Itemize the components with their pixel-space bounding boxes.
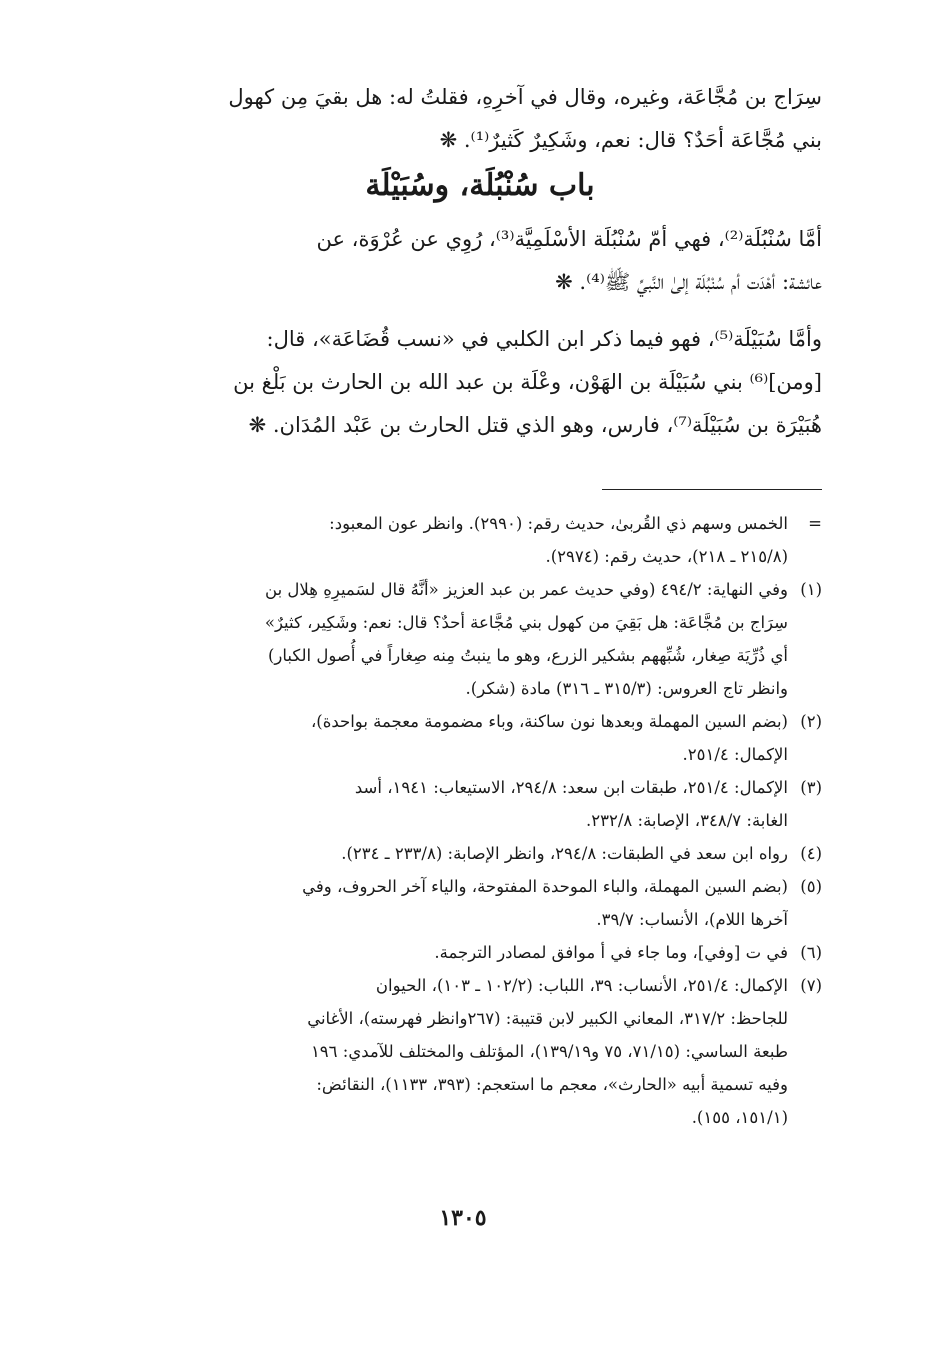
footnote-line: الإكمال: ٢٥١/٤. xyxy=(682,745,788,764)
footnote-number: (٥) xyxy=(800,877,822,896)
footnote-line: (بضم السين المهملة وبعدها نون ساكنة، وباء مضمومة معجمة بواحدة)، xyxy=(310,712,788,731)
footnote-number: (٣) xyxy=(800,778,822,797)
footnote-line: الخمس وسهم ذي القُربىٰ، حديث رقم: (٢٩٩٠). وانظر عون المعبود: xyxy=(329,514,788,533)
main-text xyxy=(138,76,822,447)
text-line: عائشة: أهْدَت أم سُنْبُلَة إلىٰ النَّبيِّ ﷺ⁽⁴⁾. ❋ xyxy=(555,270,822,294)
footnote-line: وفي النهاية: ٤٩٤/٢ (وفي حديث عمر بن عبد العزيز «أنَّهُ قال لسَميرِهِ هِلال بن xyxy=(265,580,788,599)
footnote-line: في ت [وفي]، وما جاء في أ موافق لمصادر الترجمة. xyxy=(434,943,788,962)
footnote-2 xyxy=(140,705,822,771)
footnote-continued xyxy=(140,507,822,573)
footnote-line: آخرها اللام)، الأنساب: ٣٩/٧. xyxy=(596,910,788,929)
paragraph-1 xyxy=(138,76,822,162)
footnote-number: (٧) xyxy=(800,976,822,995)
footnote-7 xyxy=(140,969,822,1134)
text-line: هُبَيْرَة بن سُبَيْلَة⁽⁷⁾، فارس، وهو الذي قتل الحارث بن عَبْد المُدَان. ❋ xyxy=(248,413,822,437)
footnote-line: الإكمال: ٢٥١/٤، طبقات ابن سعد: ٢٩٤/٨، الاستيعاب: ١٩٤١، أسد xyxy=(354,778,788,797)
paragraph-2 xyxy=(138,218,822,304)
footnote-line: وانظر تاج العروس: (٣١٥/٣ ـ ٣١٦) مادة (شكر). xyxy=(465,679,788,698)
text-line: بني مُجَّاعَة أحَدٌ؟ قال: نعم، وشَكِيرٌ كَثيرٌ⁽¹⁾. ❋ xyxy=(439,128,822,152)
text-line: أمَّا سُنْبُلَة⁽²⁾، فهي أمّ سُنْبُلَة الأسْلَمِيَّة⁽³⁾، رُوِي عن عُرْوَة، عن xyxy=(316,227,822,251)
page-number: ١٣٠٥ xyxy=(439,1205,487,1231)
footnote-line: أي ذُرِّيَة صِغار، شُبِّههم بشكير الزرع، وهو ما ينبتُ مِنه صِغاراً في أُصول الكبار) xyxy=(268,646,788,665)
footnote-line: طبعة الساسي: (٧١/١٥، ٧٥ و١٣٩/١٩)، المؤتلف والمختلف للآمدي: ١٩٦ xyxy=(310,1042,788,1061)
footnote-6 xyxy=(140,936,822,969)
footnote-5 xyxy=(140,870,822,936)
footnote-line: سِرَاج بن مُجَّاعَة: هل بَقِيَ من كهول بني مُجَّاعة أحدٌ؟ قال: نعم: وشَكِير، كثيرٌ» xyxy=(264,613,788,632)
footnote-number: (٢) xyxy=(800,712,822,731)
footnote-1 xyxy=(140,573,822,705)
footnotes xyxy=(140,507,822,1134)
footnote-line: (بضم السين المهملة، والباء الموحدة المفتوحة، والياء آخر الحروف، وفي xyxy=(302,877,788,896)
footnote-number: (٦) xyxy=(800,943,822,962)
footnote-line: (٢١٥/٨ ـ ٢١٨)، حديث رقم: (٢٩٧٤). xyxy=(545,547,788,566)
footnote-line: الإكمال: ٢٥١/٤، الأنساب: ٣٩، اللباب: (١٠٢/٢ ـ ١٠٣)، الحيوان xyxy=(375,976,788,995)
footnote-3 xyxy=(140,771,822,837)
paragraph-3 xyxy=(138,318,822,447)
footnote-number: (١) xyxy=(800,580,822,599)
footnote-line: رواه ابن سعد في الطبقات: ٢٩٤/٨، وانظر الإصابة: (٢٣٣/٨ ـ ٢٣٤). xyxy=(341,844,788,863)
text-line: [ومن]⁽⁶⁾ بني سُبَيْلَة بن الهَوْن، وعْلَة بن عبد الله بن الحارث بن بَلْغ بن xyxy=(233,370,822,394)
footnote-number: = xyxy=(808,514,822,533)
footnote-line: الغابة: ٣٤٨/٧، الإصابة: ٢٣٢/٨. xyxy=(586,811,788,830)
footnote-4 xyxy=(140,837,822,870)
footnote-number: (٤) xyxy=(800,844,822,863)
footnote-line: وفيه تسمية أبيه «الحارث»، معجم ما استعجم: (٣٩٣، ١١٣٣)، النقائض: xyxy=(316,1075,788,1094)
footnote-line: للجاحظ: ٣١٧/٢، المعاني الكبير لابن قتيبة: (٢٦٧وانظر فهرسته)، الأغاني xyxy=(307,1009,788,1028)
text-line: سِرَاج بن مُجَّاعَة، وغيره، وقال في آخرِهِ، فقلتُ له: هل بقيَ مِن كهول xyxy=(228,85,822,109)
text-line: وأمَّا سُبَيْلَة⁽⁵⁾، فهو فيما ذكر ابن الكلبي في «نسب قُضَاعَة»، قال: xyxy=(266,327,822,351)
footnote-separator xyxy=(602,489,822,490)
footnote-line: (١٥١/١، ١٥٥). xyxy=(691,1108,788,1127)
section-title: باب سُنْبُلَة، وسُبَيْلَة xyxy=(365,168,595,203)
